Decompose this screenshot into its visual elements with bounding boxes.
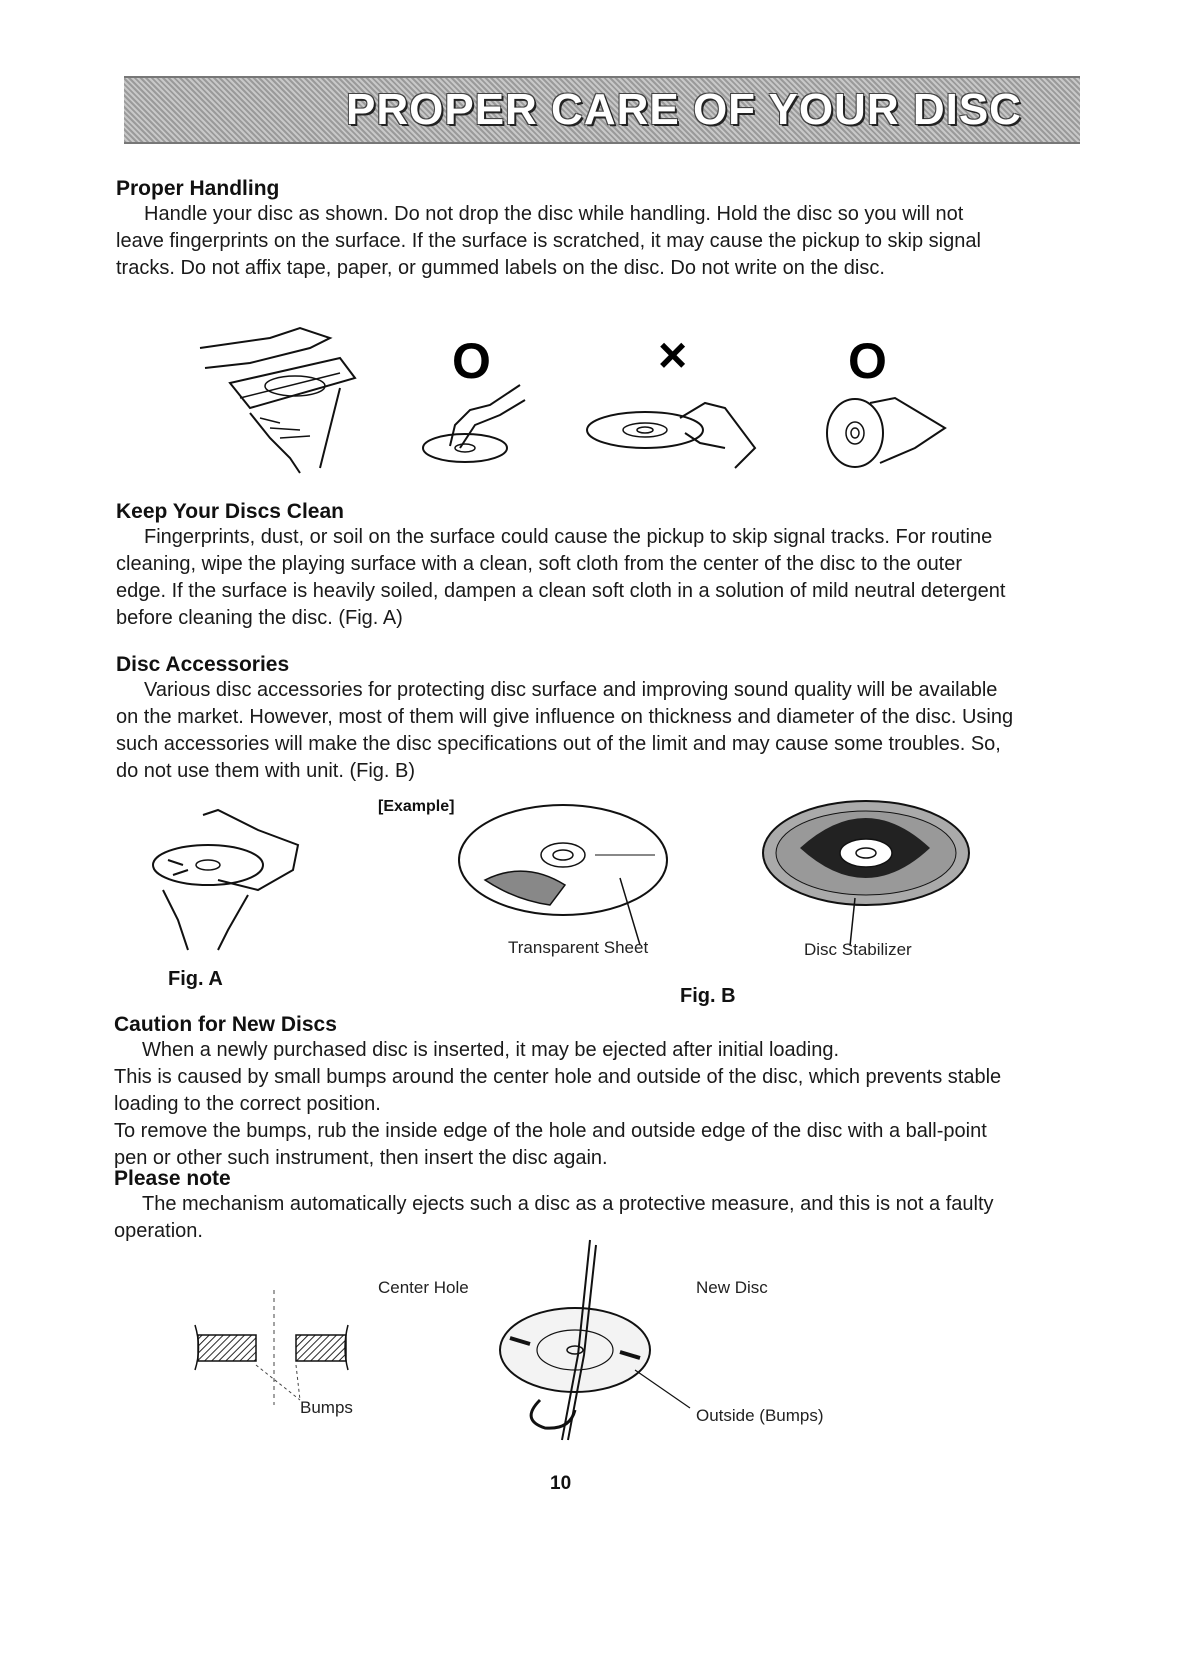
disc-stabilizer-illustration (760, 798, 975, 948)
section-keep-clean (116, 500, 1016, 632)
title-banner (124, 76, 1080, 144)
section-body: Various disc accessories for protecting disc surface and improving sound quality will be available on the market. However, most of them will give influence on thickness and diameter of the disc. Using such accessories will make the disc specifications out of the limit and may cause some troubles. So, do not use them with unit. (Fig. B) (116, 679, 1014, 782)
section-body: Fingerprints, dust, or soil on the surface could cause the pickup to skip signal tracks. For routine cleaning, wipe the playing surface with a clean, soft cloth from the center of the disc to the outer edge. If the surface is heavily soiled, dampen a clean soft cloth in a solution of mild neutral detergent before cleaning the disc. (Fig. A) (116, 526, 1006, 629)
outside-bumps-label: Outside (Bumps) (696, 1406, 824, 1425)
section-caution-new-discs (114, 1013, 1024, 1172)
pen-and-disc-illustration (490, 1240, 700, 1450)
bumps-label: Bumps (300, 1398, 353, 1417)
wrong-disc-handling-illustration (585, 388, 765, 478)
cleaning-disc-illustration (148, 810, 318, 960)
section-please-note (114, 1167, 1024, 1245)
section-heading: Disc Accessories (116, 653, 290, 676)
section-heading: Keep Your Discs Clean (116, 500, 344, 523)
section-body-1: When a newly purchased disc is inserted, it may be ejected after initial loading. (142, 1039, 840, 1061)
section-heading: Proper Handling (116, 177, 280, 200)
hand-on-disc-edge-illustration (420, 380, 540, 470)
transparent-sheet-label: Transparent Sheet (508, 938, 649, 957)
fig-b-label: Fig. B (680, 985, 736, 1007)
hand-holding-disc-edge-illustration (820, 378, 950, 478)
center-hole-label: Center Hole (378, 1278, 469, 1297)
disc-cross-section-illustration (190, 1290, 360, 1410)
hand-holding-disc-case-illustration (190, 318, 370, 478)
correct-mark-2: O (848, 333, 887, 389)
section-body-3: To remove the bumps, rub the inside edge of the hole and outside edge of the disc with a ball-point pen or other such instrument, then insert the disc again. (114, 1120, 987, 1169)
correct-mark: O (452, 333, 491, 389)
section-body: Handle your disc as shown. Do not drop the disc while handling. Hold the disc so you will not leave fingerprints on the surface. If the surface is scratched, it may cause the pickup to skip signal tracks. Do not affix tape, paper, or gummed labels on the disc. Do not write on the disc. (116, 203, 981, 279)
section-proper-handling (116, 177, 1016, 282)
section-body-2: This is caused by small bumps around the center hole and outside of the disc, which prevents stable loading to the correct position. (114, 1066, 1002, 1115)
section-heading: Caution for New Discs (114, 1013, 337, 1036)
wrong-mark: × (658, 327, 688, 383)
new-disc-label: New Disc (696, 1278, 768, 1297)
section-heading: Please note (114, 1167, 231, 1190)
section-disc-accessories (116, 653, 1016, 785)
page-number: 10 (550, 1473, 572, 1494)
disc-stabilizer-label: Disc Stabilizer (804, 940, 912, 959)
page-title: PROPER CARE OF YOUR DISC (346, 85, 1022, 134)
section-body: The mechanism automatically ejects such a disc as a protective measure, and this is not a faulty operation. (114, 1193, 994, 1242)
transparent-sheet-disc-illustration (455, 800, 675, 950)
fig-a-label: Fig. A (168, 968, 223, 990)
example-label: [Example] (378, 798, 455, 815)
